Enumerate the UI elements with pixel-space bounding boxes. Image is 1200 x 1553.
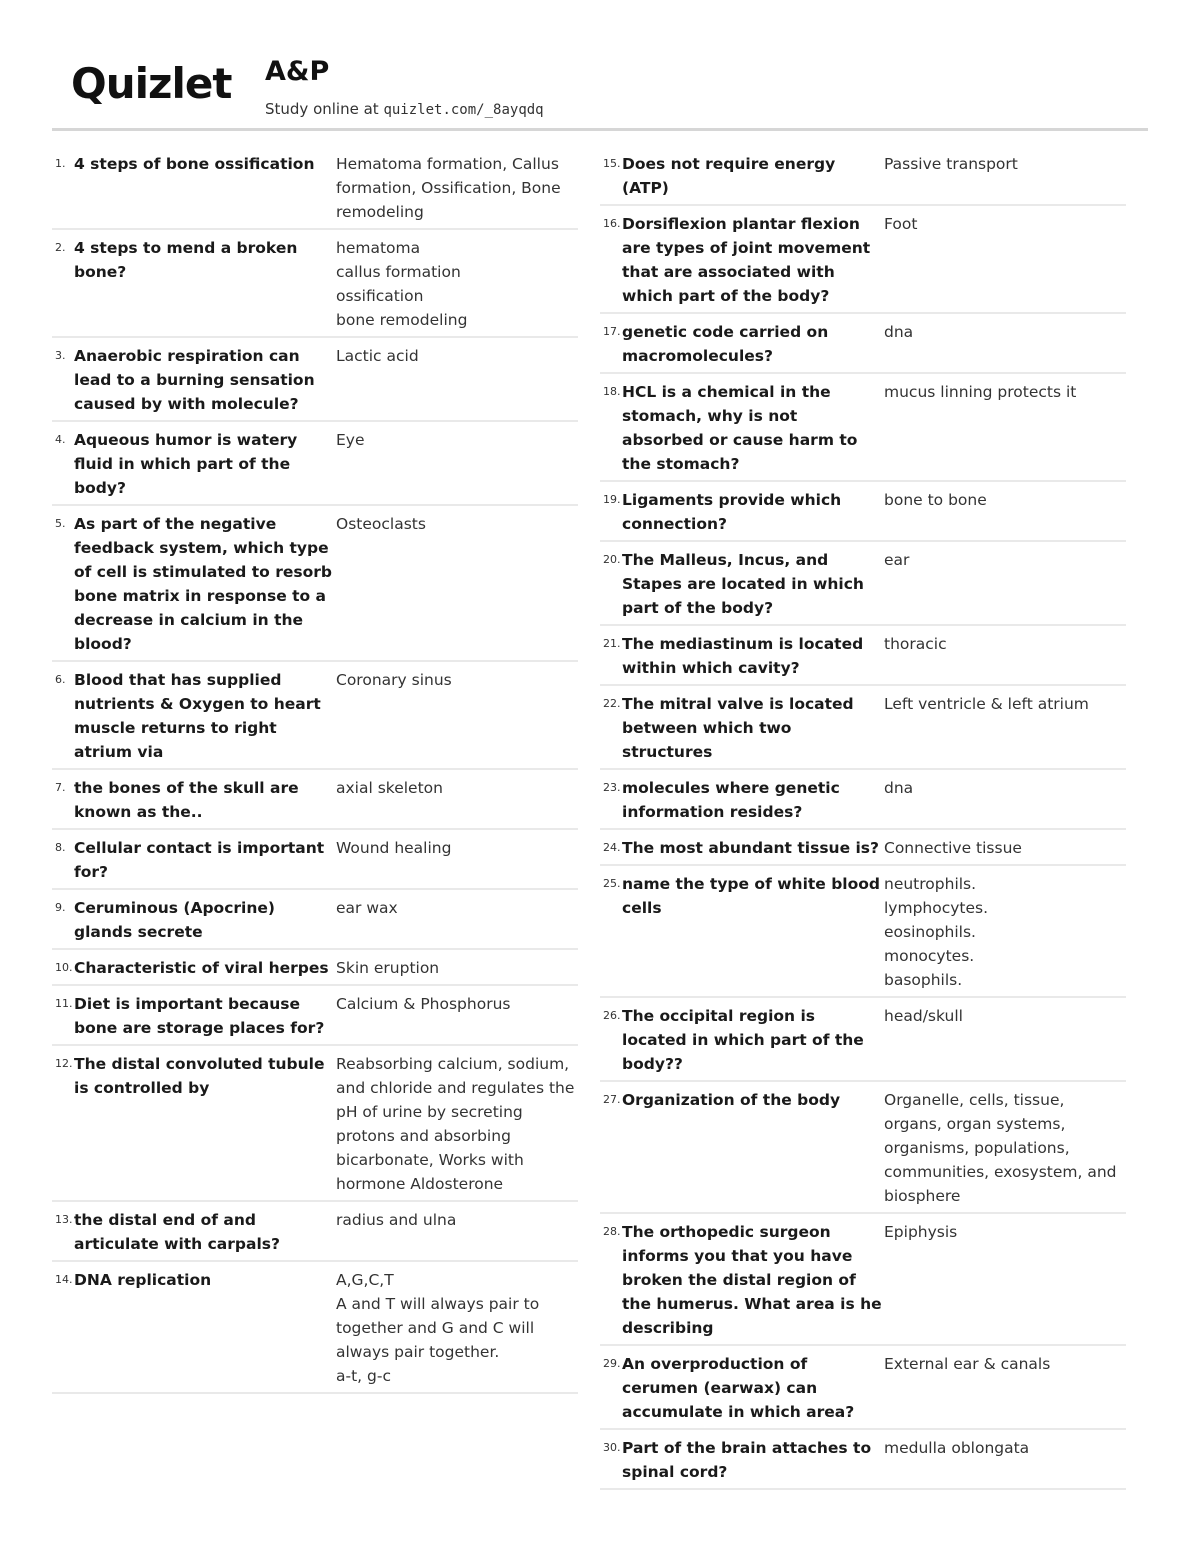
- card-number: 16.: [603, 217, 621, 230]
- flashcard-row: [52, 990, 578, 1046]
- flashcard-row: [600, 546, 1126, 626]
- card-number: 9.: [55, 901, 66, 914]
- card-definition: Calcium & Phosphorus: [336, 995, 511, 1013]
- card-term: The Malleus, Incus, and Stapes are located in which part of the body?: [622, 551, 864, 617]
- card-term: HCL is a chemical in the stomach, why is not absorbed or cause harm to the stomach?: [622, 383, 858, 473]
- flashcard-row: [52, 150, 578, 230]
- flashcard-row: [52, 834, 578, 890]
- card-number: 19.: [603, 493, 621, 506]
- card-definition: Left ventricle & left atrium: [884, 695, 1089, 713]
- set-title: A&P: [265, 56, 330, 87]
- card-definition: bone to bone: [884, 491, 987, 509]
- card-term: Organization of the body: [622, 1091, 841, 1109]
- card-definition: ear wax: [336, 899, 398, 917]
- card-number: 3.: [55, 349, 66, 362]
- card-number: 17.: [603, 325, 621, 338]
- card-definition: Skin eruption: [336, 959, 440, 977]
- flashcard-row: [52, 426, 578, 506]
- card-number: 13.: [55, 1213, 73, 1226]
- set-url-link[interactable]: quizlet.com/_8ayqdq: [383, 102, 544, 118]
- flashcard-row: [52, 774, 578, 830]
- card-number: 23.: [603, 781, 621, 794]
- card-number: 1.: [55, 157, 66, 170]
- card-definition: Connective tissue: [884, 839, 1022, 857]
- card-term: Does not require energy (ATP): [622, 155, 836, 197]
- study-online-prefix: Study online at: [265, 100, 384, 118]
- card-term: the distal end of and articulate with carpals?: [74, 1211, 280, 1253]
- card-definition: Passive transport: [884, 155, 1018, 173]
- card-term: Part of the brain attaches to spinal cord?: [622, 1439, 872, 1481]
- card-definition: Osteoclasts: [336, 515, 426, 533]
- card-number: 25.: [603, 877, 621, 890]
- flashcard-row: [600, 774, 1126, 830]
- card-definition: Epiphysis: [884, 1223, 958, 1241]
- card-term: Blood that has supplied nutrients & Oxygen to heart muscle returns to right atrium via: [74, 671, 321, 761]
- flashcard-row: [52, 894, 578, 950]
- card-definition: ear: [884, 551, 910, 569]
- flashcard-row: [600, 1350, 1126, 1430]
- card-term: Aqueous humor is watery fluid in which part of the body?: [74, 431, 298, 497]
- card-number: 30.: [603, 1441, 621, 1454]
- card-term: Dorsiflexion plantar flexion are types of joint movement that are associated with which part of the body?: [622, 215, 871, 305]
- flashcard-row: [600, 834, 1126, 866]
- flashcard-row: [600, 318, 1126, 374]
- card-term: Ceruminous (Apocrine) glands secrete: [74, 899, 275, 941]
- flashcard-row: [52, 342, 578, 422]
- flashcard-row: [600, 1434, 1126, 1490]
- flashcard-row: [52, 1266, 578, 1394]
- card-definition: head/skull: [884, 1007, 963, 1025]
- card-definition: mucus linning protects it: [884, 383, 1077, 401]
- card-term: molecules where genetic information resides?: [622, 779, 840, 821]
- card-definition: Organelle, cells, tissue, organs, organ systems, organisms, populations, communities, exosystem, and biosphere: [884, 1091, 1117, 1205]
- card-definition: radius and ulna: [336, 1211, 457, 1229]
- card-number: 21.: [603, 637, 621, 650]
- flashcard-row: [52, 1206, 578, 1262]
- card-term: Characteristic of viral herpes: [74, 959, 329, 977]
- card-number: 15.: [603, 157, 621, 170]
- card-number: 4.: [55, 433, 66, 446]
- flashcard-row: [600, 690, 1126, 770]
- flashcard-row: [600, 1002, 1126, 1082]
- card-number: 2.: [55, 241, 66, 254]
- card-definition: Hematoma formation, Callus formation, Ossification, Bone remodeling: [336, 155, 561, 221]
- card-definition: dna: [884, 323, 914, 341]
- flashcard-row: [600, 870, 1126, 998]
- card-term: The occipital region is located in which part of the body??: [622, 1007, 864, 1073]
- card-number: 6.: [55, 673, 66, 686]
- card-number: 14.: [55, 1273, 73, 1286]
- flashcard-row: [600, 378, 1126, 482]
- card-number: 12.: [55, 1057, 73, 1070]
- card-term: The orthopedic surgeon informs you that you have broken the distal region of the humerus. What area is he describing: [622, 1223, 882, 1337]
- flashcard-row: [600, 150, 1126, 206]
- card-number: 26.: [603, 1009, 621, 1022]
- card-definition: Wound healing: [336, 839, 452, 857]
- card-term: An overproduction of cerumen (earwax) can accumulate in which area?: [622, 1355, 855, 1421]
- card-number: 11.: [55, 997, 73, 1010]
- card-definition: Lactic acid: [336, 347, 419, 365]
- flashcard-row: [52, 954, 578, 986]
- study-online-line: [265, 102, 544, 117]
- quizlet-logo: Quizlet: [71, 59, 232, 108]
- card-term: The most abundant tissue is?: [622, 839, 880, 857]
- card-term: the bones of the skull are known as the..: [74, 779, 299, 821]
- card-definition: dna: [884, 779, 914, 797]
- card-term: 4 steps to mend a broken bone?: [74, 239, 298, 281]
- card-term: Ligaments provide which connection?: [622, 491, 842, 533]
- card-number: 10.: [55, 961, 73, 974]
- flashcard-row: [600, 486, 1126, 542]
- card-term: As part of the negative feedback system, which type of cell is stimulated to resorb bone matrix in response to a decrease in calcium in the blood?: [74, 515, 332, 653]
- flashcard-row: [600, 210, 1126, 314]
- card-term: genetic code carried on macromolecules?: [622, 323, 829, 365]
- flashcard-row: [52, 234, 578, 338]
- card-number: 5.: [55, 517, 66, 530]
- card-term: 4 steps of bone ossification: [74, 155, 315, 173]
- card-definition: Foot: [884, 215, 918, 233]
- page-header: [0, 0, 1200, 132]
- card-definition: A,G,C,T A and T will always pair to together and G and C will always pair together. a-t, g-c: [336, 1271, 540, 1385]
- card-definition: Eye: [336, 431, 365, 449]
- card-definition: External ear & canals: [884, 1355, 1051, 1373]
- card-definition: medulla oblongata: [884, 1439, 1030, 1457]
- card-number: 28.: [603, 1225, 621, 1238]
- card-number: 7.: [55, 781, 66, 794]
- cards-column-left: [52, 150, 578, 1398]
- card-number: 20.: [603, 553, 621, 566]
- card-number: 22.: [603, 697, 621, 710]
- flashcard-row: [52, 510, 578, 662]
- card-number: 8.: [55, 841, 66, 854]
- card-definition: neutrophils. lymphocytes. eosinophils. monocytes. basophils.: [884, 875, 989, 989]
- flashcard-row: [52, 666, 578, 770]
- card-number: 29.: [603, 1357, 621, 1370]
- card-number: 27.: [603, 1093, 621, 1106]
- card-term: DNA replication: [74, 1271, 212, 1289]
- card-term: The distal convoluted tubule is controlled by: [74, 1055, 325, 1097]
- card-definition: thoracic: [884, 635, 947, 653]
- card-number: 18.: [603, 385, 621, 398]
- card-term: The mitral valve is located between which two structures: [622, 695, 854, 761]
- flashcard-row: [600, 1218, 1126, 1346]
- card-term: The mediastinum is located within which cavity?: [622, 635, 864, 677]
- cards-column-right: [600, 150, 1126, 1494]
- card-definition: axial skeleton: [336, 779, 443, 797]
- flashcard-row: [52, 1050, 578, 1202]
- card-definition: Coronary sinus: [336, 671, 452, 689]
- card-definition: Reabsorbing calcium, sodium, and chloride and regulates the pH of urine by secreting protons and absorbing bicarbonate, Works with hormone Aldosterone: [336, 1055, 575, 1193]
- card-definition: hematoma callus formation ossification bone remodeling: [336, 239, 468, 329]
- card-term: Anaerobic respiration can lead to a burning sensation caused by with molecule?: [74, 347, 315, 413]
- card-number: 24.: [603, 841, 621, 854]
- flashcard-row: [600, 1086, 1126, 1214]
- card-term: Cellular contact is important for?: [74, 839, 325, 881]
- header-divider: [52, 128, 1148, 131]
- flashcard-row: [600, 630, 1126, 686]
- card-term: Diet is important because bone are storage places for?: [74, 995, 325, 1037]
- card-term: name the type of white blood cells: [622, 875, 880, 917]
